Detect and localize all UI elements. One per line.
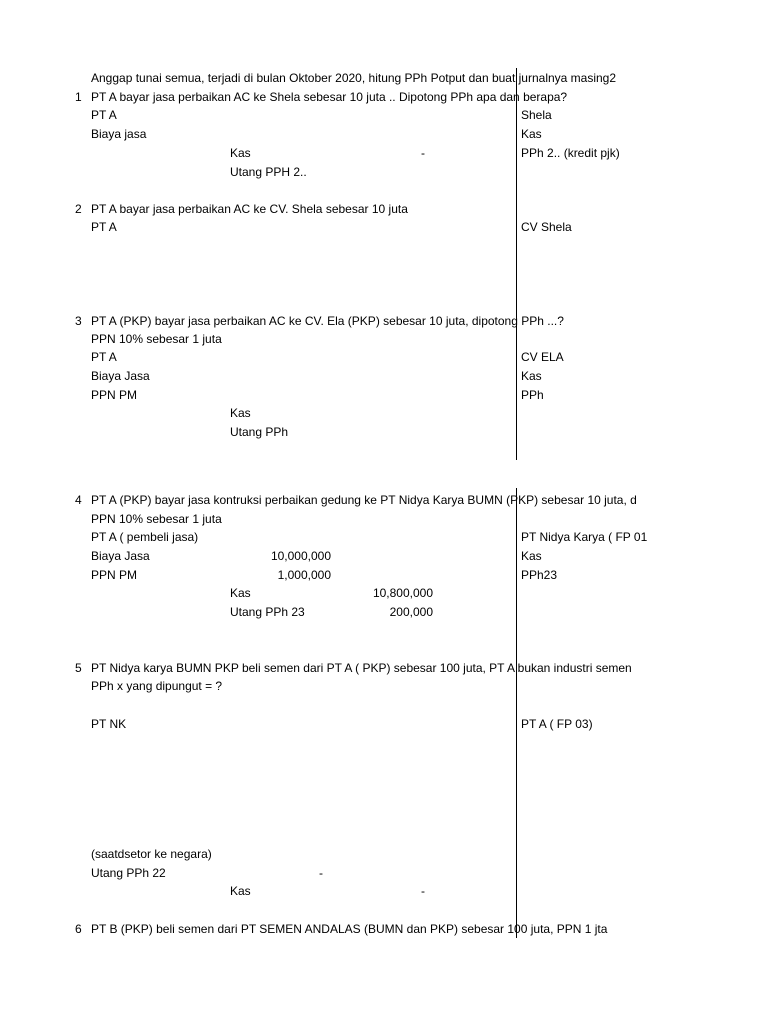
q4-row4-left: Utang PPh 23 <box>230 605 305 619</box>
q5-row1-left: Utang PPh 22 <box>91 866 166 880</box>
q5-row2-value: - <box>421 884 425 898</box>
q4-sub: PPN 10% sebesar 1 juta <box>91 512 222 526</box>
q5-right-party: PT A ( FP 03) <box>521 717 593 731</box>
vertical-divider-line-lower <box>516 488 517 938</box>
q1-row2-value: - <box>421 146 425 160</box>
q4-right-party: PT Nidya Karya ( FP 01 <box>521 530 648 544</box>
q4-title: PT A (PKP) bayar jasa kontruksi perbaikan gedung ke PT Nidya Karya BUMN (PKP) sebesar 10 juta, d <box>91 493 637 507</box>
q1-row2-left: Kas <box>230 146 251 160</box>
q5-left-party: PT NK <box>91 717 127 731</box>
q3-row4-left: Utang PPh <box>230 425 289 439</box>
q1-row3-left: Utang PPH 2.. <box>230 165 307 179</box>
q3-left-party: PT A <box>91 350 117 364</box>
q3-title: PT A (PKP) bayar jasa perbaikan AC ke CV. Ela (PKP) sebesar 10 juta, dipotong PPh ...? <box>91 314 564 328</box>
q4-row3-credit: 10,800,000 <box>372 586 433 600</box>
q3-row1-right: Kas <box>521 369 542 383</box>
q5-row1-value: - <box>319 866 323 880</box>
q3-sub: PPN 10% sebesar 1 juta <box>91 332 222 346</box>
q5-number: 5 <box>75 661 82 675</box>
q5-sub: PPh x yang dipungut = ? <box>91 679 223 693</box>
q4-row3-left: Kas <box>230 586 251 600</box>
q3-row2-left: PPN PM <box>91 388 138 402</box>
q3-row1-left: Biaya Jasa <box>91 369 150 383</box>
q1-left-party: PT A <box>91 108 117 122</box>
q3-right-party: CV ELA <box>521 350 564 364</box>
q2-left-party: PT A <box>91 220 117 234</box>
q2-title: PT A bayar jasa perbaikan AC ke CV. Shela sebesar 10 juta <box>91 202 408 216</box>
q4-row1-left: Biaya Jasa <box>91 549 150 563</box>
q3-row3-left: Kas <box>230 406 251 420</box>
q1-row2-right: PPh 2.. (kredit pjk) <box>521 146 620 160</box>
q1-row1-left: Biaya jasa <box>91 127 147 141</box>
q4-left-party: PT A ( pembeli jasa) <box>91 530 199 544</box>
q4-number: 4 <box>75 493 82 507</box>
q4-row2-left: PPN PM <box>91 568 138 582</box>
q3-number: 3 <box>75 314 82 328</box>
q5-row2-left: Kas <box>230 884 251 898</box>
q4-row2-right: PPh23 <box>521 568 558 582</box>
q2-number: 2 <box>75 202 82 216</box>
q6-title: PT B (PKP) beli semen dari PT SEMEN ANDALAS (BUMN dan PKP) sebesar 100 juta, PPN 1 jta <box>91 922 608 936</box>
q4-row4-credit: 200,000 <box>389 605 433 619</box>
q1-row1-right: Kas <box>521 127 542 141</box>
q5-title: PT Nidya karya BUMN PKP beli semen dari PT A ( PKP) sebesar 100 juta, PT A bukan industri semen <box>91 661 632 675</box>
q4-row1-right: Kas <box>521 549 542 563</box>
q4-row2-debit: 1,000,000 <box>277 568 331 582</box>
q1-title: PT A bayar jasa perbaikan AC ke Shela sebesar 10 juta .. Dipotong PPh apa dan berapa? <box>91 90 568 104</box>
q1-right-party: Shela <box>521 108 552 122</box>
q6-number: 6 <box>75 922 82 936</box>
q3-row2-right: PPh <box>521 388 544 402</box>
intro-text: Anggap tunai semua, terjadi di bulan Oktober 2020, hitung PPh Potput dan buat jurnalnya masing2 <box>91 71 617 85</box>
vertical-divider-line <box>516 68 517 460</box>
q2-right-party: CV Shela <box>521 220 572 234</box>
q4-row1-debit: 10,000,000 <box>270 549 331 563</box>
q1-number: 1 <box>75 90 82 104</box>
q5-note: (saatdsetor ke negara) <box>91 847 212 861</box>
